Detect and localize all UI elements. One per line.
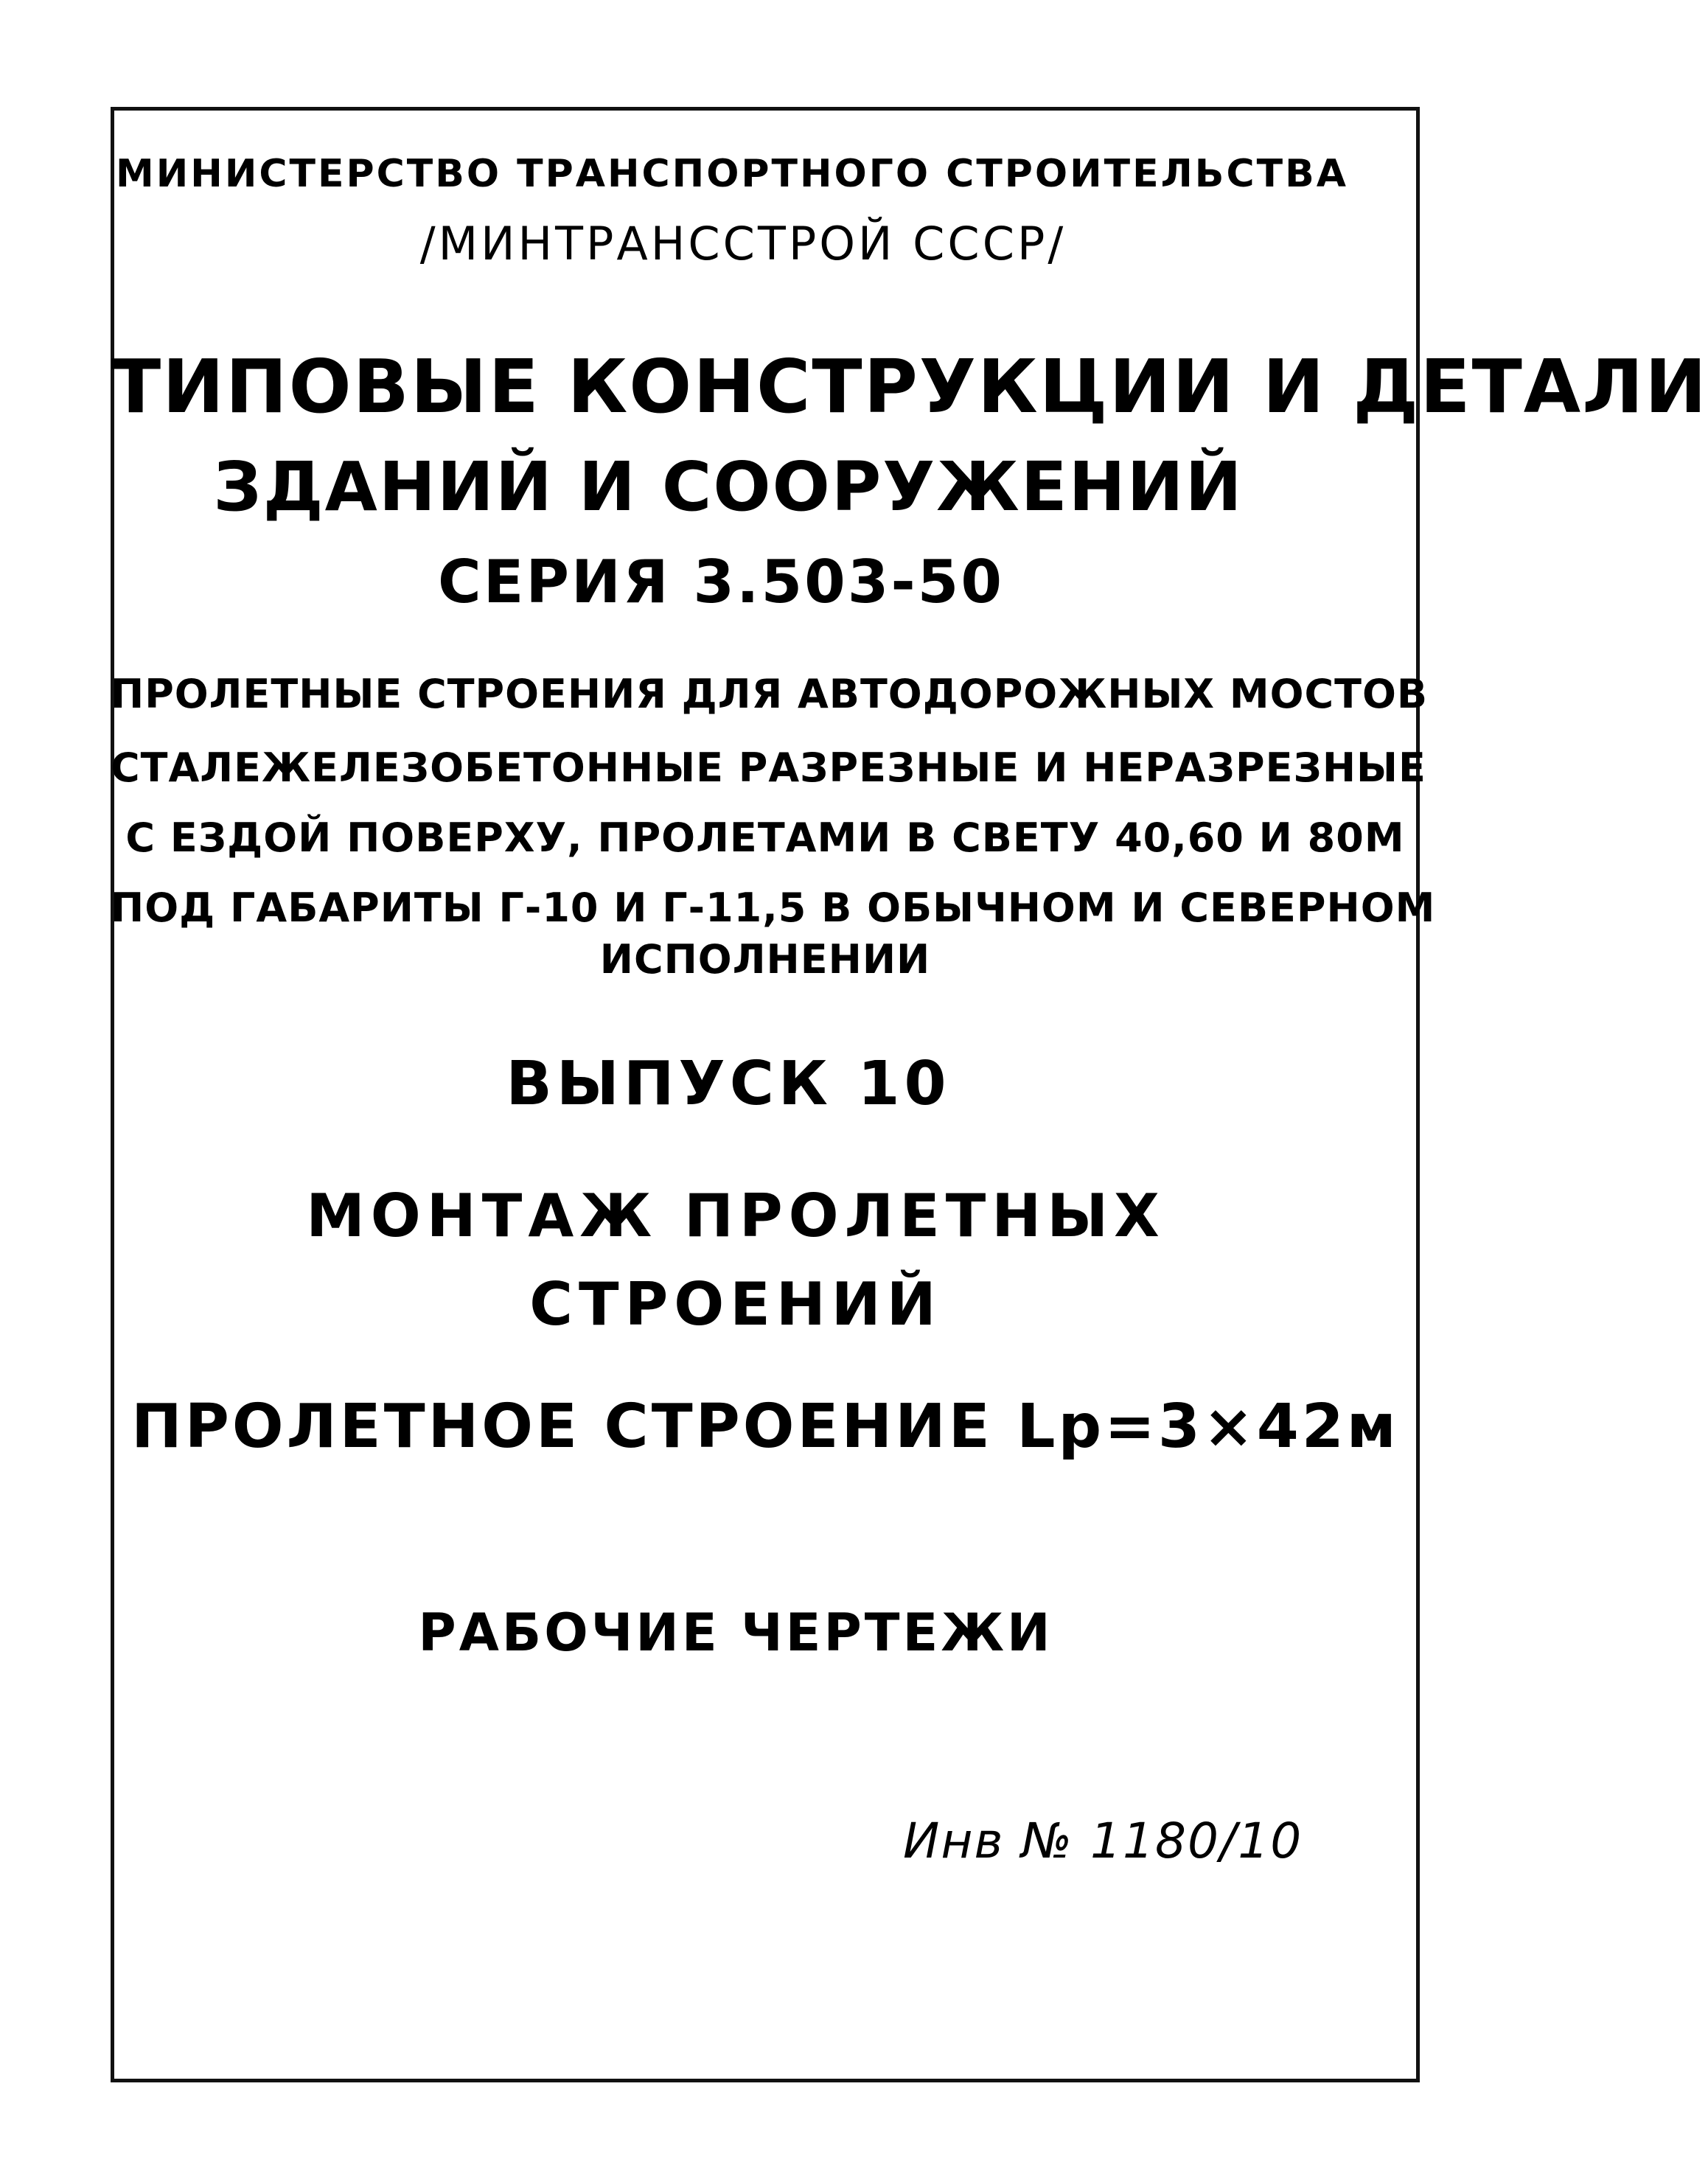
description-line-3: С ЕЗДОЙ ПОВЕРХУ, ПРОЛЕТАМИ В СВЕТУ 40,60 И 80М xyxy=(125,815,1405,861)
description-line-2: СТАЛЕЖЕЛЕЗОБЕТОННЫЕ РАЗРЕЗНЫЕ И НЕРАЗРЕЗНЫЕ xyxy=(111,744,1426,791)
description-line-5: ИСПОЛНЕНИИ xyxy=(599,936,931,983)
subject-line-2: СТРОЕНИЙ xyxy=(529,1270,942,1339)
inventory-number: Инв № 1180/10 xyxy=(903,1813,1303,1869)
issue-number: ВЫПУСК 10 xyxy=(506,1049,951,1119)
series-number: СЕРИЯ 3.503-50 xyxy=(438,548,1004,616)
document-title-line-2: ЗДАНИЙ И СООРУЖЕНИЙ xyxy=(213,447,1244,526)
span-structure-title: ПРОЛЕТНОЕ СТРОЕНИЕ Lp=3×42м xyxy=(131,1392,1399,1462)
description-line-4: ПОД ГАБАРИТЫ Г-10 И Г-11,5 В ОБЫЧНОМ И СЕВЕРНОМ xyxy=(111,885,1436,931)
description-line-1: ПРОЛЕТНЫЕ СТРОЕНИЯ ДЛЯ АВТОДОРОЖНЫХ МОСТОВ xyxy=(111,671,1429,717)
working-drawings-label: РАБОЧИЕ ЧЕРТЕЖИ xyxy=(418,1603,1053,1663)
document-title-line-1: ТИПОВЫЕ КОНСТРУКЦИИ И ДЕТАЛИ xyxy=(111,344,1708,430)
subject-line-1: МОНТАЖ ПРОЛЕТНЫХ xyxy=(306,1182,1165,1250)
ministry-abbreviation: /МИНТРАНССТРОЙ СССР/ xyxy=(419,217,1067,271)
ministry-name: МИНИСТЕРСТВО ТРАНСПОРТНОГО СТРОИТЕЛЬСТВА xyxy=(116,152,1348,196)
